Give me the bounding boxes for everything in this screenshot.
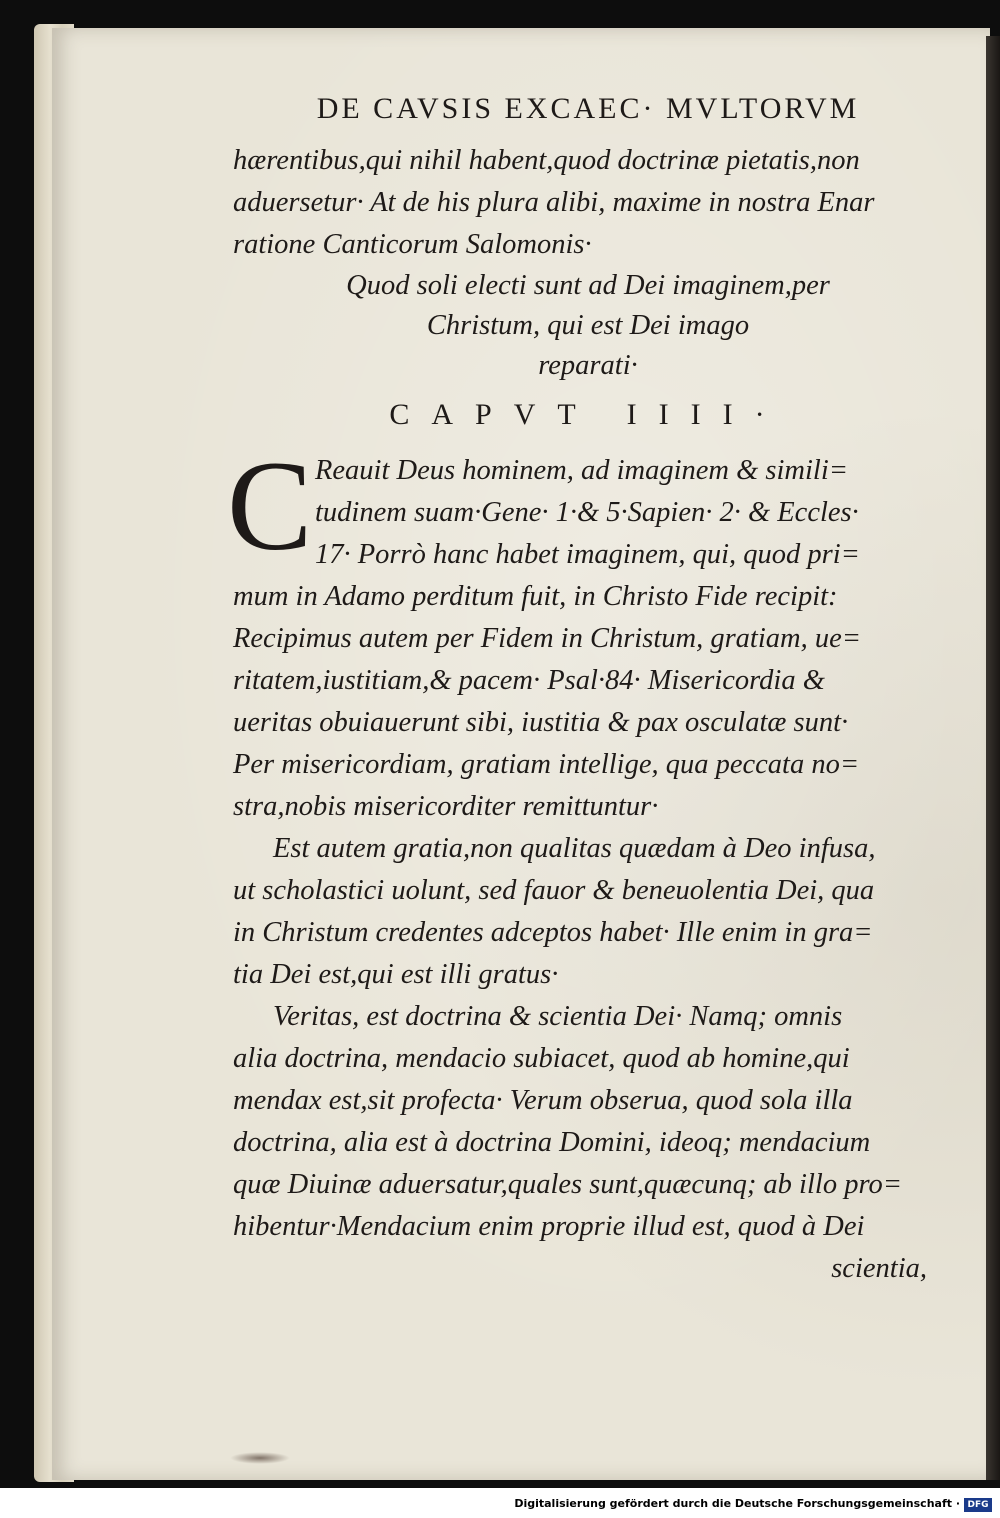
text-line: mum in Adamo perditum fuit, in Christo Fide recipit: (233, 581, 838, 612)
text-line: ratione Canticorum Salomonis· (233, 229, 592, 260)
text-line: Per misericordiam, gratiam intellige, qua peccata no= (233, 749, 860, 780)
text-line: stra,nobis misericorditer remittuntur· (233, 791, 659, 822)
paragraph-1 (227, 435, 943, 828)
text-line: Reauit Deus hominem, ad imaginem & simili= (315, 455, 848, 486)
opening-lines (233, 140, 943, 266)
text-line: mendax est,sit profecta· Verum obserua, quod sola illa (233, 1085, 853, 1116)
text-line: hibentur·Mendacium enim proprie illud est, quod à Dei (233, 1211, 865, 1242)
dfg-logo: DFG (964, 1498, 992, 1512)
ink-stain (230, 1452, 290, 1464)
text-line: tudinem suam·Gene· 1·& 5·Sapien· 2· & Eccles· (315, 497, 859, 528)
text-line: doctrina, alia est à doctrina Domini, ideoq; mendacium (233, 1127, 871, 1158)
paragraph-3 (233, 996, 943, 1290)
text-line: ritatem,iustitiam,& pacem· Psal·84· Misericordia & (233, 665, 825, 696)
text-line: ueritas obuiauerunt sibi, iustitia & pax osculatæ sunt· (233, 707, 849, 738)
chapter-title (233, 266, 943, 386)
text-line: hærentibus,qui nihil habent,quod doctrinæ pietatis,non (233, 145, 860, 176)
text-line: Est autem gratia,non qualitas quædam à Deo infusa, (273, 833, 876, 864)
text-line: quæ Diuinæ aduersatur,quales sunt,quæcunq; ab illo pro= (233, 1169, 902, 1200)
text-line: tia Dei est,qui est illi gratus· (233, 959, 559, 990)
footer-bar (0, 1488, 1000, 1518)
paragraph-2 (233, 828, 943, 996)
title-line: Quod soli electi sunt ad Dei imaginem,per (346, 270, 830, 301)
text-line: alia doctrina, mendacio subiacet, quod ab homine,qui (233, 1043, 850, 1074)
funding-credit: Digitalisierung gefördert durch die Deutsche Forschungsgemeinschaft · (514, 1497, 960, 1510)
catchword: scientia, (831, 1253, 927, 1284)
drop-cap: C (227, 435, 313, 577)
text-line: in Christum credentes adceptos habet· Ille enim in gra= (233, 917, 873, 948)
text-line: ut scholastici uolunt, sed fauor & beneuolentia Dei, qua (233, 875, 875, 906)
text-line: 17· Porrò hanc habet imaginem, qui, quod pri= (315, 539, 860, 570)
text-line: Recipimus autem per Fidem in Christum, gratiam, ue= (233, 623, 861, 654)
page-text (227, 92, 943, 1290)
title-line: reparati· (538, 350, 638, 381)
binding-shadow (986, 36, 1000, 1480)
text-line: Veritas, est doctrina & scientia Dei· Namq; omnis (273, 1001, 843, 1032)
text-line: aduersetur· At de his plura alibi, maxime in nostra Enar (233, 187, 875, 218)
running-head: DE CAVSIS EXCAEC· MVLTORVM (316, 92, 860, 125)
chapter-number: CAPVT IIII· (389, 398, 787, 431)
title-line: Christum, qui est Dei imago (426, 310, 750, 341)
